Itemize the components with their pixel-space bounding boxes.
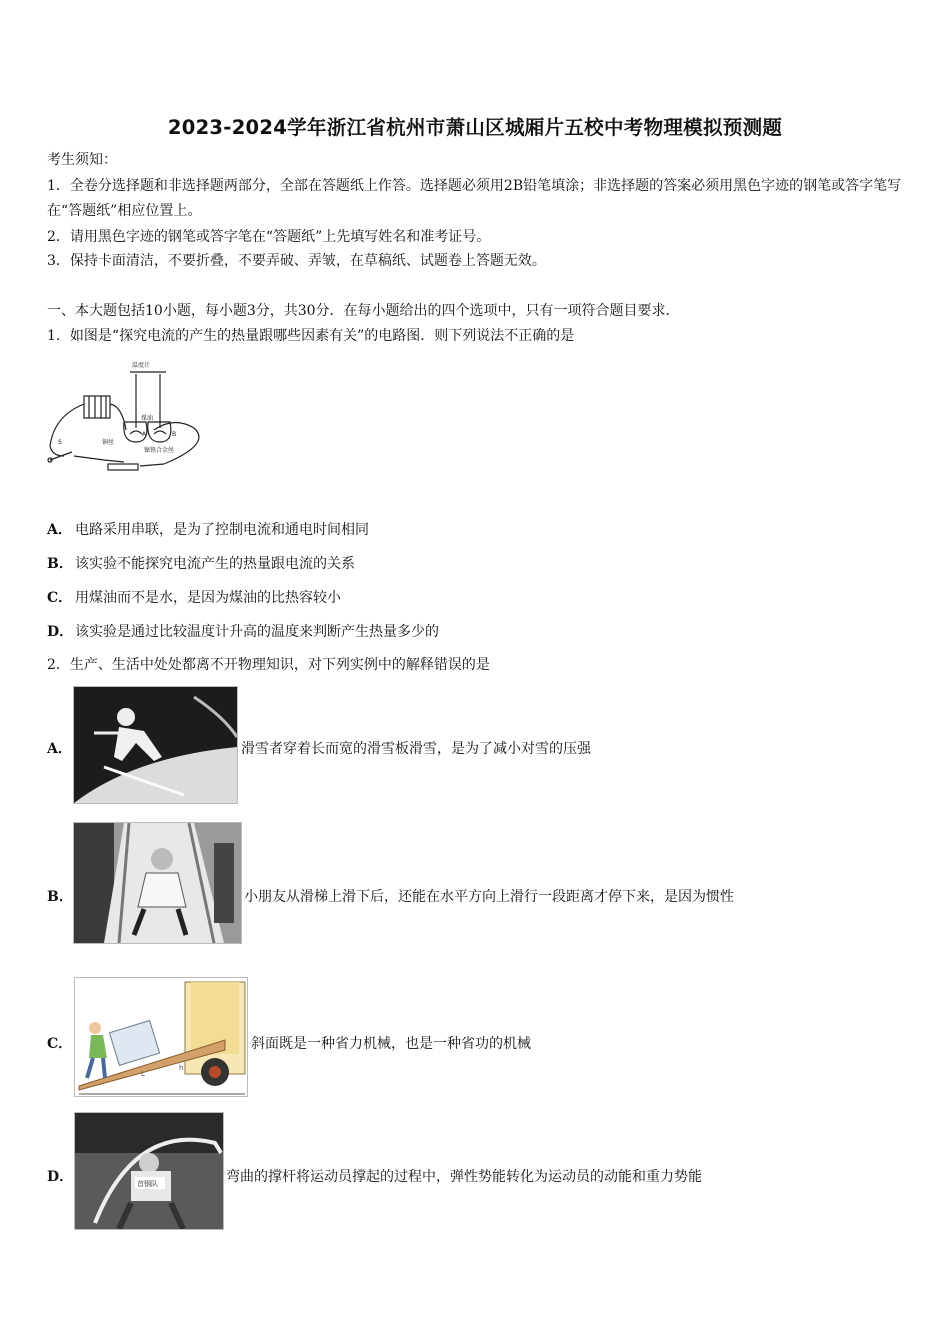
q1-option-b-letter: B． <box>47 556 73 572</box>
pole-vault-photo <box>74 1112 224 1230</box>
q1-circuit-figure <box>44 356 214 478</box>
label-l: L <box>141 1070 145 1078</box>
q2-option-b-letter: B． <box>47 889 73 905</box>
skier-photo <box>73 686 238 804</box>
page-title: 2023-2024学年浙江省杭州市萧山区城厢片五校中考物理模拟预测题 <box>167 116 783 139</box>
q1-option-c-letter: C． <box>47 590 73 606</box>
label-b: B <box>172 431 177 438</box>
q1-option-a-letter: A． <box>47 522 72 538</box>
label-copper: 铜丝 <box>102 439 115 446</box>
athlete-bib: 首钢队 <box>137 1180 158 1188</box>
label-a: A <box>142 431 147 438</box>
label-thermometer: 温度计 <box>132 362 151 369</box>
notice-item-2: 2．请用黑色字迹的钢笔或答字笔在“答题纸”上先填写姓名和准考证号。 <box>47 229 491 245</box>
notice-heading: 考生须知： <box>47 152 117 168</box>
notice-item-1: 1．全卷分选择题和非选择题两部分，全部在答题纸上作答。选择题必须用2B铅笔填涂；非选择题的答案必须用黑色字迹的钢笔或答字笔写在“答题纸”相应位置上。 <box>47 178 902 219</box>
label-nichrome: 镍铬合金丝 <box>144 447 175 454</box>
q2-stem: 2．生产、生活中处处都离不开物理知识，对下列实例中的解释错误的是 <box>47 657 490 673</box>
q1-option-d-letter: D． <box>47 624 74 640</box>
section-intro: 一、本大题包括10小题，每小题3分，共30分．在每小题给出的四个选项中，只有一项符合题目要求． <box>47 303 680 319</box>
q2-option-c-text: 斜面既是一种省力机械，也是一种省功的机械 <box>251 1036 531 1052</box>
q2-option-b-text: 小朋友从滑梯上滑下后，还能在水平方向上滑行一段距离才停下来，是因为惯性 <box>244 889 734 905</box>
label-s: S <box>58 439 62 446</box>
q1-option-a-text: 电路采用串联，是为了控制电流和通电时间相同 <box>75 522 369 538</box>
label-h: h <box>179 1064 184 1072</box>
q2-option-a-letter: A． <box>47 741 72 757</box>
label-kerosene: 煤油 <box>141 415 154 422</box>
ramp-figure <box>74 977 248 1097</box>
q2-option-a-text: 滑雪者穿着长而宽的滑雪板滑雪，是为了减小对雪的压强 <box>241 741 591 757</box>
q2-option-d-text: 弯曲的撑杆将运动员撑起的过程中，弹性势能转化为运动员的动能和重力势能 <box>226 1169 702 1185</box>
q1-option-c-text: 用煤油而不是水，是因为煤油的比热容较小 <box>75 590 341 606</box>
q1-stem: 1．如图是“探究电流的产生的热量跟哪些因素有关”的电路图．则下列说法不正确的是 <box>47 328 575 344</box>
slide-photo <box>73 822 242 944</box>
q2-option-d-letter: D． <box>47 1169 74 1185</box>
q1-option-d-text: 该实验是通过比较温度计升高的温度来判断产生热量多少的 <box>75 624 439 640</box>
notice-item-3: 3．保持卡面清洁，不要折叠，不要弄破、弄皱，在草稿纸、试题卷上答题无效。 <box>47 253 546 269</box>
q1-option-b-text: 该实验不能探究电流产生的热量跟电流的关系 <box>75 556 355 572</box>
q2-option-c-letter: C． <box>47 1036 73 1052</box>
